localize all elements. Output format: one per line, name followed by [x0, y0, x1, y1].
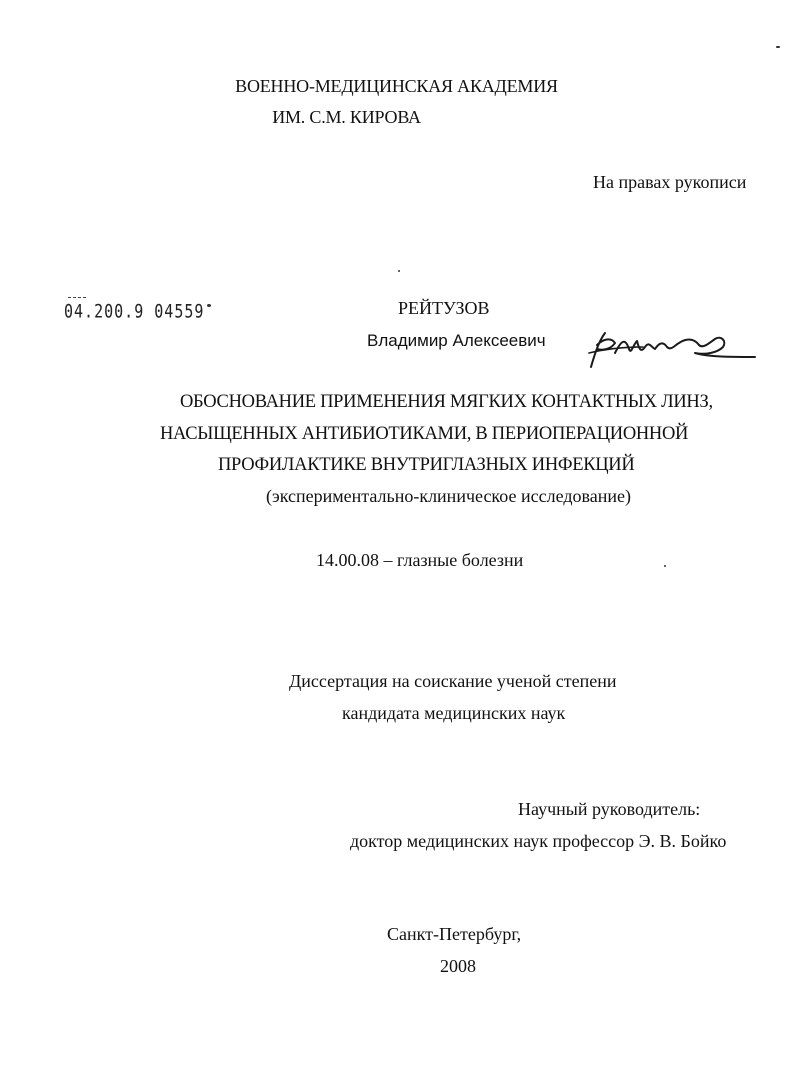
place: Санкт-Петербург, [387, 924, 522, 944]
thesis-title-line2: НАСЫЩЕННЫХ АНТИБИОТИКАМИ, В ПЕРИОПЕРАЦИОННОЙ [160, 424, 689, 444]
scan-speck [398, 270, 400, 272]
author-given-names: Владимир Алексеевич [367, 331, 546, 350]
archive-number: 04.200.9 04559 [64, 300, 205, 323]
specialty: 14.00.08 – глазные болезни [316, 550, 524, 570]
signature-icon [585, 323, 760, 373]
institution-line1: ВОЕННО-МЕДИЦИНСКАЯ АКАДЕМИЯ [235, 76, 558, 96]
thesis-title-line3: ПРОФИЛАКТИКЕ ВНУТРИГЛАЗНЫХ ИНФЕКЦИЙ [218, 455, 635, 475]
degree-line1: Диссертация на соискание ученой степени [289, 671, 617, 691]
manuscript-note: На правах рукописи [593, 172, 747, 192]
supervisor-name: доктор медицинских наук профессор Э. В. Бойко [350, 831, 727, 851]
year: 2008 [440, 956, 476, 976]
institution-line2: ИМ. С.М. КИРОВА [272, 107, 421, 127]
supervisor-label: Научный руководитель: [518, 799, 701, 819]
scan-speck [207, 304, 211, 307]
thesis-title-line1: ОБОСНОВАНИЕ ПРИМЕНЕНИЯ МЯГКИХ КОНТАКТНЫХ ЛИНЗ, [180, 392, 713, 412]
author-surname: РЕЙТУЗОВ [398, 298, 490, 318]
degree-line2: кандидата медицинских наук [342, 703, 566, 723]
thesis-subtitle: (экспериментально-клиническое исследование) [266, 486, 631, 506]
scan-speck [664, 565, 666, 567]
scan-speck [776, 46, 780, 48]
